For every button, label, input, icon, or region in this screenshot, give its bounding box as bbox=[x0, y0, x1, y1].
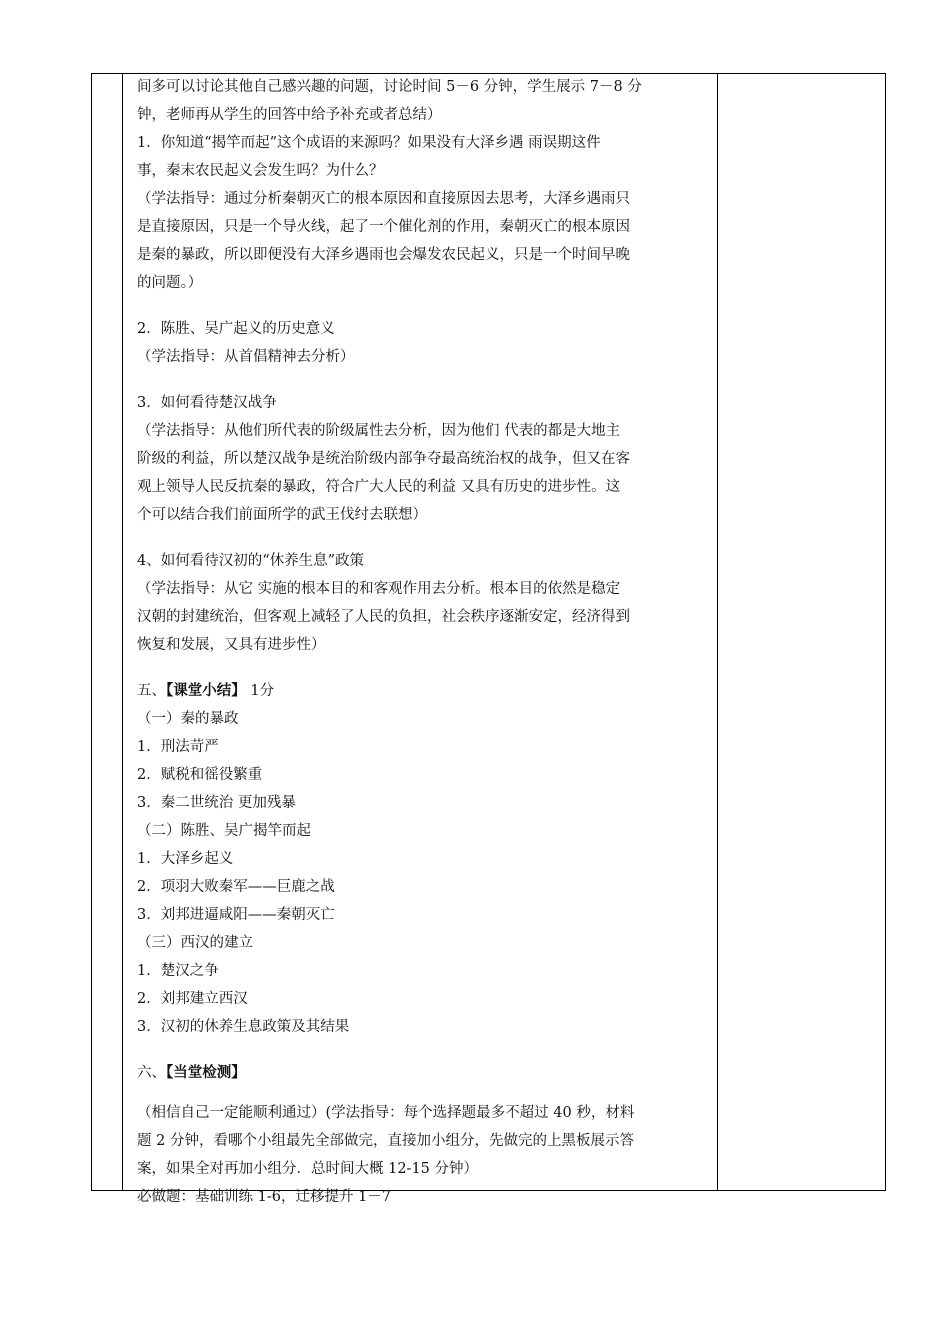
question-1-line: 事，秦末农民起义会发生吗？为什么？ bbox=[137, 163, 384, 179]
summary-prefix: 五、 bbox=[137, 683, 166, 699]
question-3-guide: 观上领导人民反抗秦的暴政，符合广大人民的利益 又具有历史的进步性。这 bbox=[137, 479, 621, 495]
question-3-line: 3．如何看待楚汉战争 bbox=[137, 395, 277, 411]
summary-item: 1．大泽乡起义 bbox=[137, 851, 234, 867]
question-1-guide: 是秦的暴政，所以即便没有大泽乡遇雨也会爆发农民起义，只是一个时间早晚 bbox=[137, 247, 630, 263]
summary-item: 1．刑法苛严 bbox=[137, 739, 219, 755]
check-guide: （相信自己一定能顺利通过）(学法指导：每个选择题最多不超过 40 秒，材料 bbox=[137, 1105, 635, 1121]
question-1-guide: 的问题。） bbox=[137, 275, 203, 291]
lesson-content bbox=[137, 73, 715, 1211]
question-1-guide: （学法指导：通过分析秦朝灭亡的根本原因和直接原因去思考，大泽乡遇雨只 bbox=[137, 191, 630, 207]
summary-section-title: （三）西汉的建立 bbox=[137, 935, 253, 951]
check-title: 【当堂检测】 bbox=[166, 1065, 246, 1081]
intro-line: 间多可以讨论其他自己感兴趣的问题，讨论时间 5－6 分钟，学生展示 7－8 分 bbox=[137, 79, 642, 95]
check-heading bbox=[137, 1059, 715, 1087]
summary-heading bbox=[137, 677, 715, 705]
question-2-guide: （学法指导：从首倡精神去分析） bbox=[137, 349, 355, 365]
summary-title: 【课堂小结】 bbox=[166, 683, 246, 699]
question-4-line: 4、如何看待汉初的“休养生息”政策 bbox=[137, 553, 365, 569]
question-1-guide: 是直接原因，只是一个导火线，起了一个催化剂的作用，秦朝灭亡的根本原因 bbox=[137, 219, 630, 235]
question-4-guide: 恢复和发展，又具有进步性） bbox=[137, 637, 326, 653]
question-3-guide: 阶级的利益，所以楚汉战争是统治阶级内部争夺最高统治权的战争，但又在客 bbox=[137, 451, 630, 467]
summary-section-title: （二）陈胜、吴广揭竿而起 bbox=[137, 823, 311, 839]
summary-suffix: 1分 bbox=[245, 683, 275, 699]
check-guide: 案，如果全对再加小组分．总时间大概 12-15 分钟） bbox=[137, 1161, 479, 1177]
question-1-line: 1．你知道“揭竿而起”这个成语的来源吗？如果没有大泽乡遇 雨误期这件 bbox=[137, 135, 601, 151]
question-4-guide: 汉朝的封建统治，但客观上减轻了人民的负担，社会秩序逐渐安定，经济得到 bbox=[137, 609, 630, 625]
column-divider-right bbox=[717, 74, 718, 1190]
question-3-guide: （学法指导：从他们所代表的阶级属性去分析，因为他们 代表的都是大地主 bbox=[137, 423, 621, 439]
question-3-guide: 个可以结合我们前面所学的武王伐纣去联想） bbox=[137, 507, 427, 523]
summary-item: 2．项羽大败秦军——巨鹿之战 bbox=[137, 879, 335, 895]
summary-item: 2．刘邦建立西汉 bbox=[137, 991, 248, 1007]
check-required: 必做题：基础训练 1-6，迁移提升 1－7 bbox=[137, 1189, 392, 1205]
summary-item: 3．秦二世统治 更加残暴 bbox=[137, 795, 296, 811]
intro-line: 钟，老师再从学生的回答中给予补充或者总结） bbox=[137, 107, 442, 123]
question-4-guide: （学法指导：从它 实施的根本目的和客观作用去分析。根本目的依然是稳定 bbox=[137, 581, 621, 597]
column-divider-left bbox=[122, 74, 123, 1190]
question-2-line: 2．陈胜、吴广起义的历史意义 bbox=[137, 321, 335, 337]
check-prefix: 六、 bbox=[137, 1065, 166, 1081]
summary-item: 3．汉初的休养生息政策及其结果 bbox=[137, 1019, 350, 1035]
summary-item: 1．楚汉之争 bbox=[137, 963, 219, 979]
summary-item: 2．赋税和徭役繁重 bbox=[137, 767, 263, 783]
check-guide: 题 2 分钟，看哪个小组最先全部做完，直接加小组分，先做完的上黑板展示答 bbox=[137, 1133, 634, 1149]
summary-section-title: （一）秦的暴政 bbox=[137, 711, 239, 727]
summary-item: 3．刘邦进逼咸阳——秦朝灭亡 bbox=[137, 907, 335, 923]
